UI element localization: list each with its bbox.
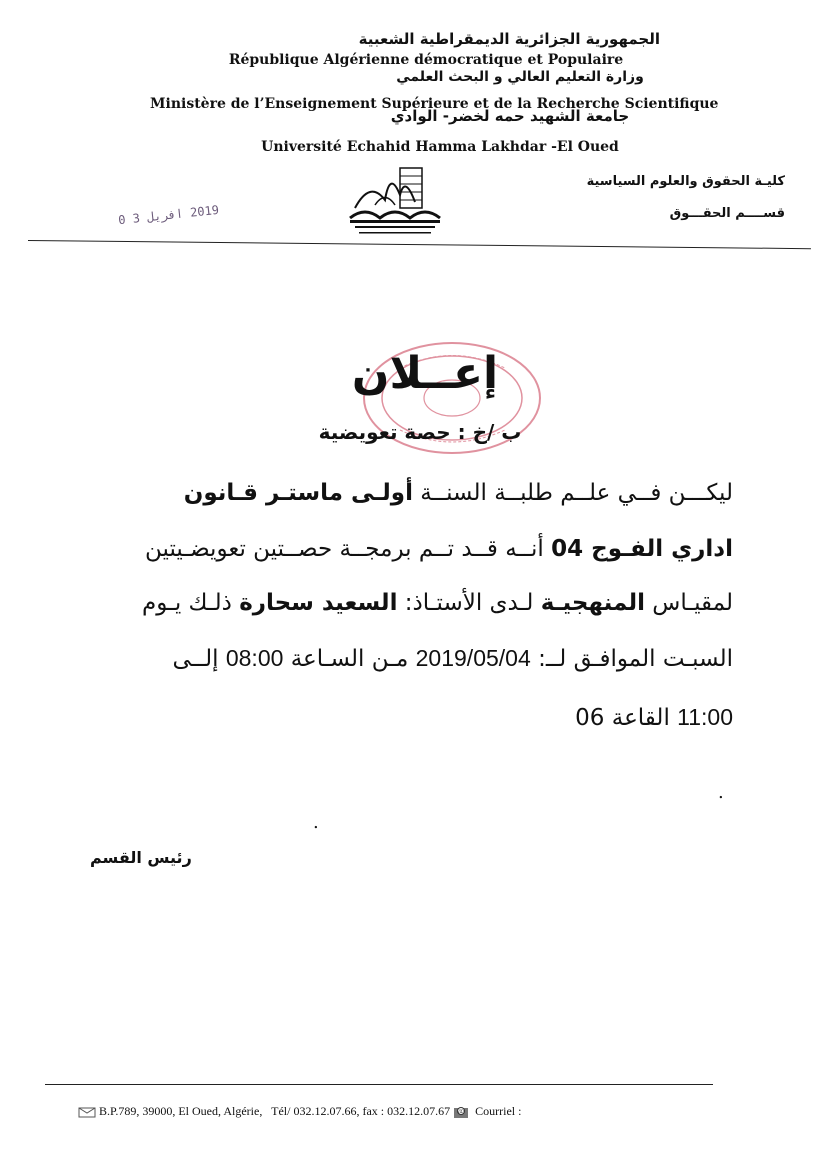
line3-text-e: ذلـك يـوم	[141, 590, 232, 616]
footer-email-label: Courriel :	[475, 1104, 522, 1118]
university-logo	[345, 160, 445, 238]
line5-end-time: 11:00	[677, 704, 733, 730]
notice-line-5	[575, 704, 733, 731]
mailbox-icon	[78, 1106, 96, 1118]
stray-mark: .	[313, 812, 319, 833]
notice-line-4	[172, 645, 733, 672]
notice-title: إعــلان	[351, 348, 499, 399]
footer-address: B.P.789, 39000, El Oued, Algérie,	[99, 1104, 263, 1118]
ministry-arabic: وزارة التعليم العالي و البحث العلمي	[396, 69, 644, 85]
line4-text-b: مـن السـاعة	[290, 646, 409, 672]
stray-mark: .	[718, 782, 724, 803]
received-date-stamp: 2019 افريل 3 0	[117, 202, 220, 228]
svg-text:@: @	[458, 1109, 464, 1116]
republic-arabic: الجمهورية الجزائرية الديمقراطية الشعبية	[358, 30, 660, 48]
line3-course: المنهجيـة	[540, 590, 645, 616]
footer-contact	[78, 1104, 521, 1119]
email-icon	[453, 1105, 469, 1119]
line4-date: 2019/05/04	[415, 645, 531, 671]
department-head-signature-label: رئيس القسم	[90, 848, 192, 867]
header-divider	[28, 240, 811, 249]
republic-french: République Algérienne démocratique et Populaire	[228, 52, 624, 68]
line5-room: القاعة 06	[575, 705, 670, 731]
notice-subject: ب /خ : حصة تعويضية	[318, 420, 522, 444]
line4-text-c: إلــى	[172, 646, 219, 672]
line1-program: أولـى ماستـر قـانون	[183, 480, 413, 506]
line4-start-time: 08:00	[225, 645, 284, 671]
ministry-french: Ministère de l’Enseignement Supérieure et de la Recherche Scientifique	[150, 96, 719, 112]
university-arabic: جامعة الشهيد حمه لخضر- الوادي	[390, 107, 630, 125]
line2-group: اداري الفـوج 04	[551, 536, 733, 562]
notice-line-1	[184, 480, 733, 506]
notice-line-3	[142, 590, 733, 616]
footer-divider	[45, 1084, 713, 1085]
university-french: Université Echahid Hamma Lakhdar -El Oued	[261, 139, 619, 155]
line4-text-a: السبـت الموافـق لــ:	[538, 646, 733, 672]
department-name: قســــم الحقـــوق	[669, 206, 785, 221]
line3-text-a: لمقيـاس	[652, 590, 733, 616]
footer-phone-fax: Tél/ 032.12.07.66, fax : 032.12.07.67	[271, 1104, 451, 1118]
notice-line-2	[145, 536, 733, 562]
line3-text-c: لـدى الأستـاذ:	[404, 590, 534, 616]
line3-professor: السعيد سحارة	[239, 590, 398, 616]
faculty-name: كليـة الحقوق والعلوم السياسية	[586, 174, 785, 189]
line1-text-a: ليكـــن فــي علــم طلبــة السنــة	[420, 480, 733, 506]
line2-text: أنــه قــد تــم برمجــة حصــتين تعويضـيتين	[145, 536, 544, 562]
